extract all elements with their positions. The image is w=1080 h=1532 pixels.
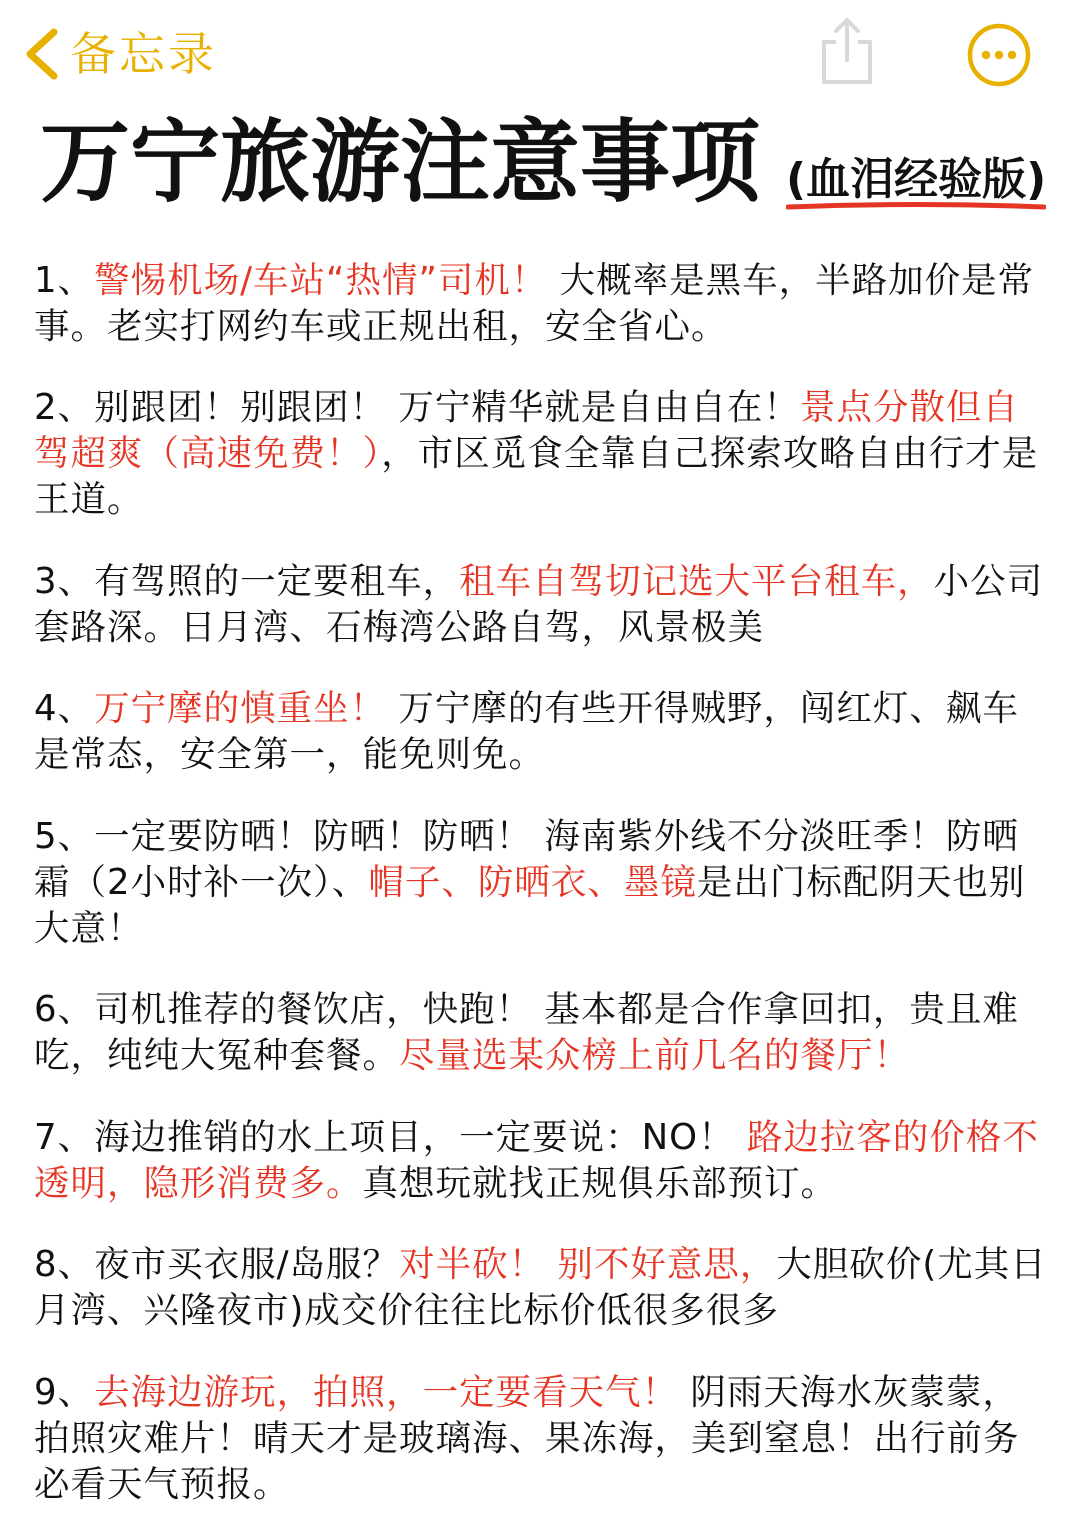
item-number: 4、: [34, 688, 95, 729]
chevron-left-icon: [22, 26, 60, 82]
item-number: 1、: [34, 259, 95, 301]
page-title: 万宁旅游注意事项: [40, 110, 760, 215]
note-item-8: [34, 1242, 1054, 1334]
item-text: 万宁摩的有些开得贼野，闯红灯、飙车是常态，安全第一，能免则免。: [34, 688, 1019, 775]
title-row: [40, 108, 1047, 215]
item-text: 真想玩就找正规俱乐部预订。: [362, 1162, 838, 1204]
more-icon[interactable]: [966, 22, 1032, 88]
item-text: 大概率是黑车，半路加价是常事。老实打网约车或正规出租，安全省心。: [34, 259, 1035, 347]
item-number: 6、: [34, 989, 95, 1030]
item-number: 5、: [34, 815, 95, 857]
note-item-4: [34, 686, 1054, 778]
item-number: 9、: [34, 1371, 95, 1413]
page-subtitle: (血泪经验版): [786, 154, 1047, 205]
item-text: 大胆砍价(尤其日月湾、兴隆夜市)成交价往往比标价低很多很多: [34, 1244, 1047, 1331]
navigation-bar: [0, 0, 1080, 110]
item-highlight: 尽量选某众榜上前几名的餐厅！: [399, 1035, 911, 1076]
item-highlight: 租车自驾切记选大平台租车，: [459, 560, 934, 602]
item-highlight: 帽子、防晒衣、墨镜: [368, 861, 697, 903]
note-item-3: [34, 559, 1054, 651]
back-button[interactable]: [22, 22, 217, 86]
note-item-1: [34, 258, 1054, 350]
item-number: 8、: [34, 1244, 95, 1285]
note-item-2: [34, 385, 1054, 523]
item-number: 3、: [34, 560, 95, 602]
share-icon[interactable]: [816, 14, 878, 88]
item-text: 是出门标配阴天也别大意！: [34, 861, 1026, 949]
note-item-9: [34, 1370, 1054, 1508]
item-highlight: 路边拉客的价格不透明，隐形消费多。: [34, 1116, 1039, 1204]
item-highlight: 去海边游玩，拍照，一定要看天气！: [94, 1371, 679, 1413]
note-item-7: [34, 1115, 1054, 1207]
item-text: 别跟团！别跟团！ 万宁精华就是自由自在！: [94, 387, 800, 428]
item-highlight: 对半砍！ 别不好意思，: [399, 1244, 777, 1285]
notes-content: [34, 222, 1054, 1532]
item-text: 一定要防晒！防晒！防晒！ 海南紫外线不分淡旺季！防晒霜（2小时补一次）、: [34, 815, 1019, 903]
item-number: 2、: [34, 387, 95, 428]
item-text: 阴雨天海水灰蒙蒙，拍照灾难片！晴天才是玻璃海、果冻海，美到窒息！出行前务必看天气预报。: [34, 1371, 1020, 1505]
note-item-5: [34, 814, 1054, 952]
item-highlight: 景点分散但自驾超爽（高速免费！）: [34, 387, 1019, 474]
item-highlight: 万宁摩的慎重坐！: [94, 688, 387, 729]
item-text: 司机推荐的餐饮店，快跑！ 基本都是合作拿回扣，贵且难吃，纯纯大冤种套餐。: [34, 989, 1019, 1076]
item-text: 小公司套路深。日月湾、石梅湾公路自驾，风景极美: [34, 560, 1044, 648]
item-number: 7、: [34, 1116, 95, 1158]
item-text: 海边推销的水上项目，一定要说：NO！: [94, 1116, 747, 1158]
back-label: 备忘录: [70, 27, 217, 81]
item-text: 有驾照的一定要租车，: [94, 560, 460, 602]
item-text: ，市区觅食全靠自己探索攻略自由行才是王道。: [34, 433, 1039, 520]
item-text: 夜市买衣服/岛服？: [94, 1244, 400, 1285]
item-highlight: 警惕机场/车站“热情”司机！: [94, 259, 548, 301]
note-item-6: [34, 987, 1054, 1079]
subtitle-wrap: [786, 154, 1047, 205]
